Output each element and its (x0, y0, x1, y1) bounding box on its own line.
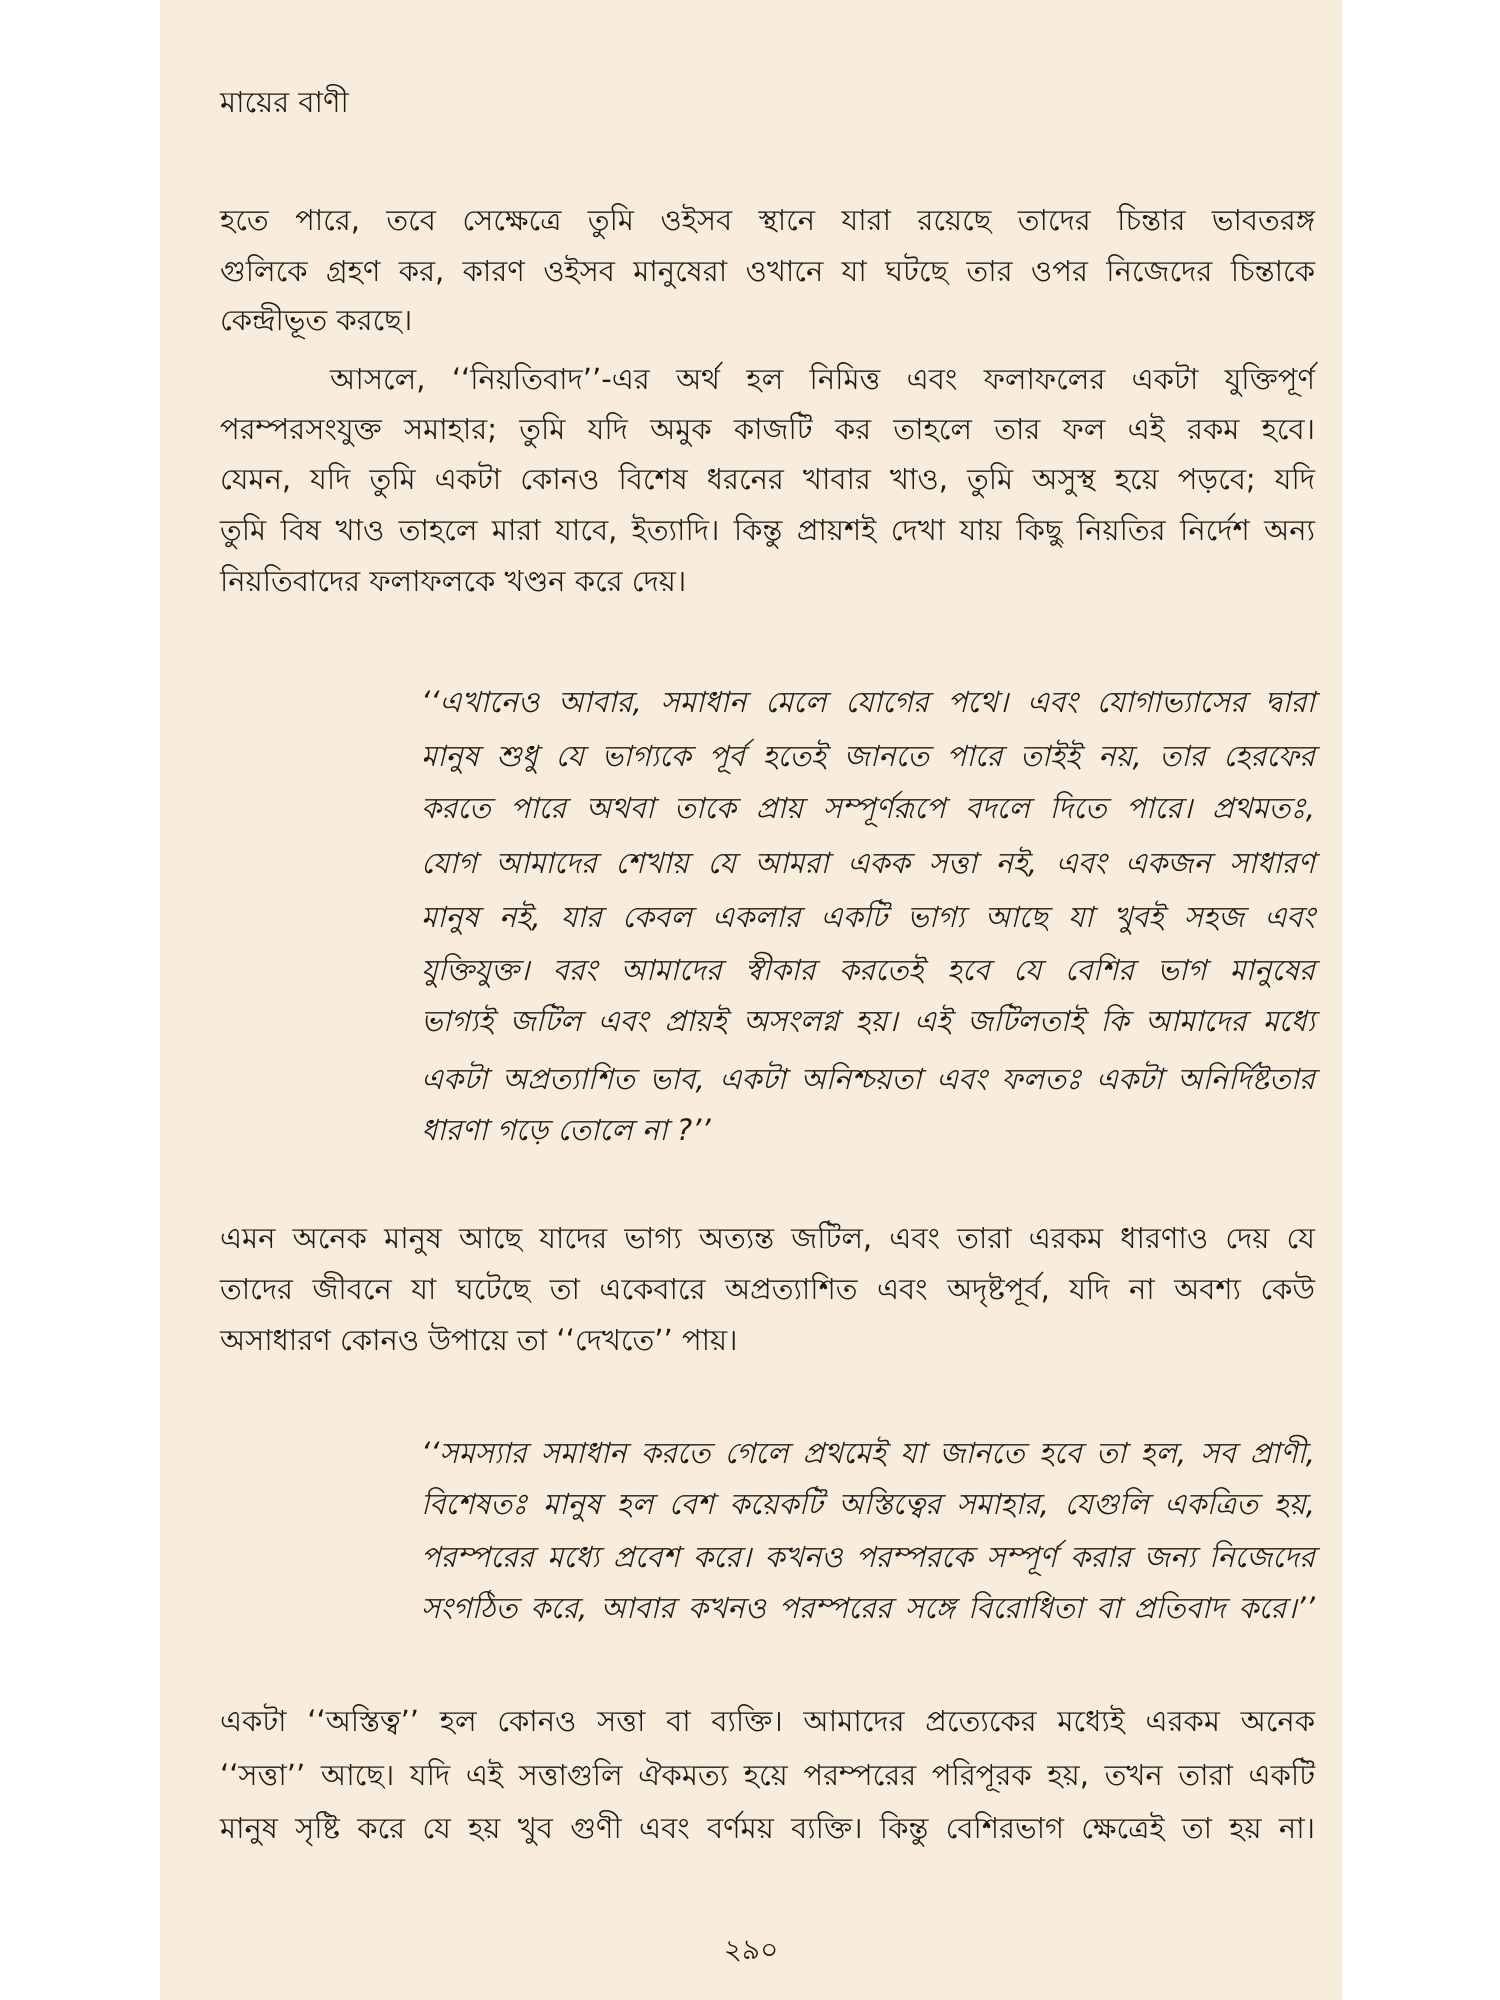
page-number: ২৯০ (723, 1933, 779, 1966)
paragraph-line: হতে পারে, তবে সেক্ষেত্রে তুমি ওইসব স্থানে যারা রয়েছে তাদের চিন্তার ভাবতরঙ্গ (220, 203, 1315, 237)
paragraph-line: তাদের জীবনে যা ঘটেছে তা একেবারে অপ্রত্যাশিত এবং অদৃষ্টপূর্ব, যদি না অবশ্য কেউ (220, 1272, 1315, 1306)
quote-line: ধারণা গড়ে তোলে না ?’’ (421, 1113, 711, 1147)
paragraph-line: নিয়তিবাদের ফলাফলকে খণ্ডন করে দেয়। (220, 564, 687, 598)
quote-line: করতে পারে অথবা তাকে প্রায় সম্পূর্ণরূপে বদলে দিতে পারে। প্রথমতঃ, (421, 791, 1315, 825)
quote-line: ‘‘সমস্যার সমাধান করতে গেলে প্রথমেই যা জানতে হবে তা হল, সব প্রাণী, (421, 1436, 1315, 1470)
paragraph-line: গুলিকে গ্রহণ কর, কারণ ওইসব মানুষেরা ওখানে যা ঘটছে তার ওপর নিজেদের চিন্তাকে (220, 254, 1315, 288)
paragraph-line: পরম্পরসংযুক্ত সমাহার; তুমি যদি অমুক কাজটি কর তাহলে তার ফল এই রকম হবে। (220, 412, 1315, 446)
paragraph-line: তুমি বিষ খাও তাহলে মারা যাবে, ইত্যাদি। কিন্তু প্রায়শই দেখা যায় কিছু নিয়তির নির্দেশ অন্য (220, 513, 1315, 547)
quote-line: মানুষ শুধু যে ভাগ্যকে পূর্ব হতেই জানতে পারে তাইই নয়, তার হেরফের (421, 739, 1315, 773)
running-header: মায়ের বাণী (220, 85, 349, 119)
paragraph-line: একটা ‘‘অস্তিত্ব’’ হল কোনও সত্তা বা ব্যক্তি। আমাদের প্রত্যেকের মধ্যেই এরকম অনেক (220, 1704, 1315, 1738)
paragraph-line: আসলে, ‘‘নিয়তিবাদ’’-এর অর্থ হল নিমিত্ত এবং ফলাফলের একটা যুক্তিপূর্ণ (330, 362, 1315, 396)
book-page (160, 0, 1342, 2000)
paragraph-line: মানুষ সৃষ্টি করে যে হয় খুব গুণী এবং বর্ণময় ব্যক্তি। কিন্তু বেশিরভাগ ক্ষেত্রেই তা হয় না। (220, 1811, 1315, 1845)
paragraph-line: কেন্দ্রীভূত করছে। (220, 303, 413, 337)
quote-line: বিশেষতঃ মানুষ হল বেশ কয়েকটি অস্তিত্বের সমাহার, যেগুলি একত্রিত হয়, (421, 1487, 1315, 1521)
paragraph-line: ‘‘সত্তা’’ আছে। যদি এই সত্তাগুলি ঐকমত্য হয়ে পরম্পরের পরিপূরক হয়, তখন তারা একটি (220, 1758, 1315, 1792)
quote-line: মানুষ নই, যার কেবল একলার একটি ভাগ্য আছে যা খুবই সহজ এবং (421, 900, 1315, 934)
quote-line: ভাগ্যই জটিল এবং প্রায়ই অসংলগ্ন হয়। এই জটিলতাই কি আমাদের মধ্যে (421, 1004, 1315, 1038)
quote-line: পরম্পরের মধ্যে প্রবেশ করে। কখনও পরম্পরকে সম্পূর্ণ করার জন্য নিজেদের (421, 1540, 1315, 1574)
paragraph-line: এমন অনেক মানুষ আছে যাদের ভাগ্য অত্যন্ত জটিল, এবং তারা এরকম ধারণাও দেয় যে (220, 1221, 1315, 1255)
quote-line: যোগ আমাদের শেখায় যে আমরা একক সত্তা নই, এবং একজন সাধারণ (421, 846, 1315, 880)
quote-line: যুক্তিযুক্ত। বরং আমাদের স্বীকার করতেই হবে যে বেশির ভাগ মানুষের (421, 953, 1315, 987)
quote-line: একটা অপ্রত্যাশিত ভাব, একটা অনিশ্চয়তা এবং ফলতঃ একটা অনির্দিষ্টতার (421, 1062, 1315, 1096)
paragraph-line: অসাধারণ কোনও উপায়ে তা ‘‘দেখতে’’ পায়। (220, 1323, 738, 1357)
quote-line: সংগঠিত করে, আবার কখনও পরম্পরের সঙ্গে বিরোধিতা বা প্রতিবাদ করে।’’ (421, 1591, 1315, 1625)
quote-line: ‘‘এখানেও আবার, সমাধান মেলে যোগের পথে। এবং যোগাভ্যাসের দ্বারা (421, 685, 1315, 719)
paragraph-line: যেমন, যদি তুমি একটা কোনও বিশেষ ধরনের খাবার খাও, তুমি অসুস্থ হয়ে পড়বে; যদি (220, 462, 1315, 496)
